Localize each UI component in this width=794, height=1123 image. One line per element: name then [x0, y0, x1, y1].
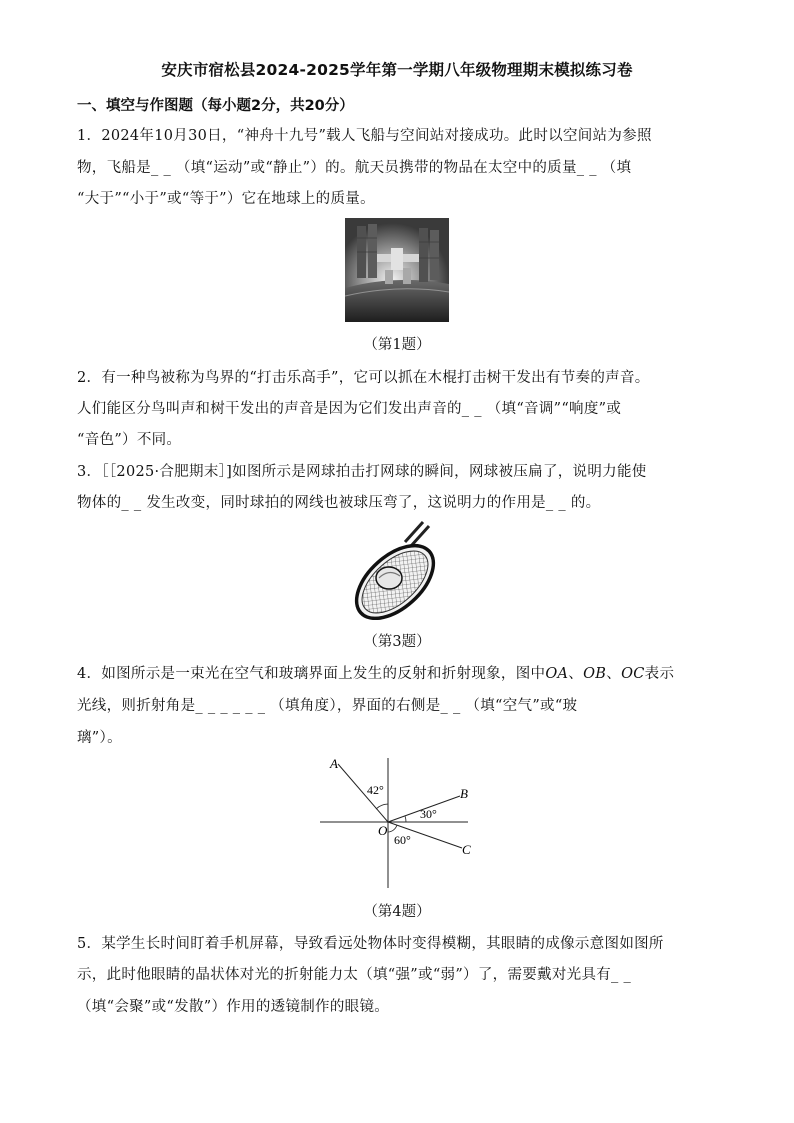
q1-line-3: “大于”“小于”或“等于”）它在地球上的质量。 — [77, 191, 375, 207]
angle-42-label: 42° — [367, 783, 384, 797]
q4-text-pre: 4．如图所示是一束光在空气和玻璃界面上发生的反射和折射现象，图中 — [77, 666, 546, 682]
angle-arc-60 — [388, 825, 397, 832]
label-c: C — [462, 842, 471, 857]
q1-line-2: 物，飞船是_ _ （填“运动”或“静止”）的。航天员携带的物品在太空中的质量_ _ （填 — [77, 160, 632, 176]
page-title: 安庆市宿松县2024-2025学年第一学期八年级物理期末模拟练习卷 — [161, 61, 633, 79]
separator: 、 — [606, 666, 622, 682]
separator: 、 — [568, 666, 584, 682]
q4-line-1 — [77, 662, 717, 683]
q2-line-1: 2．有一种鸟被称为鸟界的“打击乐高手”，它可以抓在木棍打击树干发出有节奏的声音。 — [77, 370, 650, 386]
angle-60-label: 60° — [394, 833, 411, 847]
light-refraction-diagram — [316, 752, 486, 896]
q3-line-1: 3．［［2025·合肥期末］]如图所示是网球拍击打网球的瞬间，网球被压扁了，说明力能使 — [77, 464, 647, 480]
q3-line-2: 物体的_ _ 发生改变，同时球拍的网线也被球压弯了，这说明力的作用是_ _ 的。 — [77, 495, 601, 511]
q5-line-1: 5．某学生长时间盯着手机屏幕，导致看远处物体时变得模糊，其眼睛的成像示意图如图所 — [77, 936, 664, 952]
angle-arc-30 — [405, 816, 406, 822]
label-a: A — [330, 756, 338, 771]
section-heading: 一、填空与作图题（每小题2分，共20分） — [77, 98, 354, 114]
angle-30-label: 30° — [420, 807, 437, 821]
angle-arc-42 — [376, 804, 388, 809]
label-o: O — [378, 823, 388, 838]
tennis-racket-figure — [349, 520, 445, 624]
q4-line-2: 光线，则折射角是_ _ _ _ _ _ （填角度），界面的右侧是_ _ （填“空气”或“玻 — [77, 698, 578, 714]
q4-line-3: 璃”）。 — [77, 730, 122, 746]
q1-line-1: 1．2024年10月30日，“神舟十九号”载人飞船与空间站对接成功。此时以空间站为参照 — [77, 128, 652, 144]
space-station-photo — [345, 218, 449, 326]
q2-line-3: “音色”）不同。 — [77, 432, 182, 448]
ray-ob-label: OB — [583, 666, 607, 682]
ray-oc-label: OC — [621, 666, 645, 682]
q4-caption: （第4题） — [363, 904, 431, 920]
q1-caption: （第1题） — [363, 337, 431, 353]
q5-line-2: 示，此时他眼睛的晶状体对光的折射能力太（填“强”或“弱”）了，需要戴对光具有_ _ — [77, 967, 632, 983]
label-b: B — [460, 786, 468, 801]
q4-text-post: 表示 — [644, 666, 675, 682]
ray-oa-label: OA — [545, 666, 569, 682]
q3-caption: （第3题） — [363, 634, 431, 650]
q5-line-3: （填“会聚”或“发散”）作用的透镜制作的眼镜。 — [77, 999, 390, 1015]
q2-line-2: 人们能区分鸟叫声和树干发出的声音是因为它们发出声音的_ _ （填“音调”“响度”或 — [77, 401, 622, 417]
